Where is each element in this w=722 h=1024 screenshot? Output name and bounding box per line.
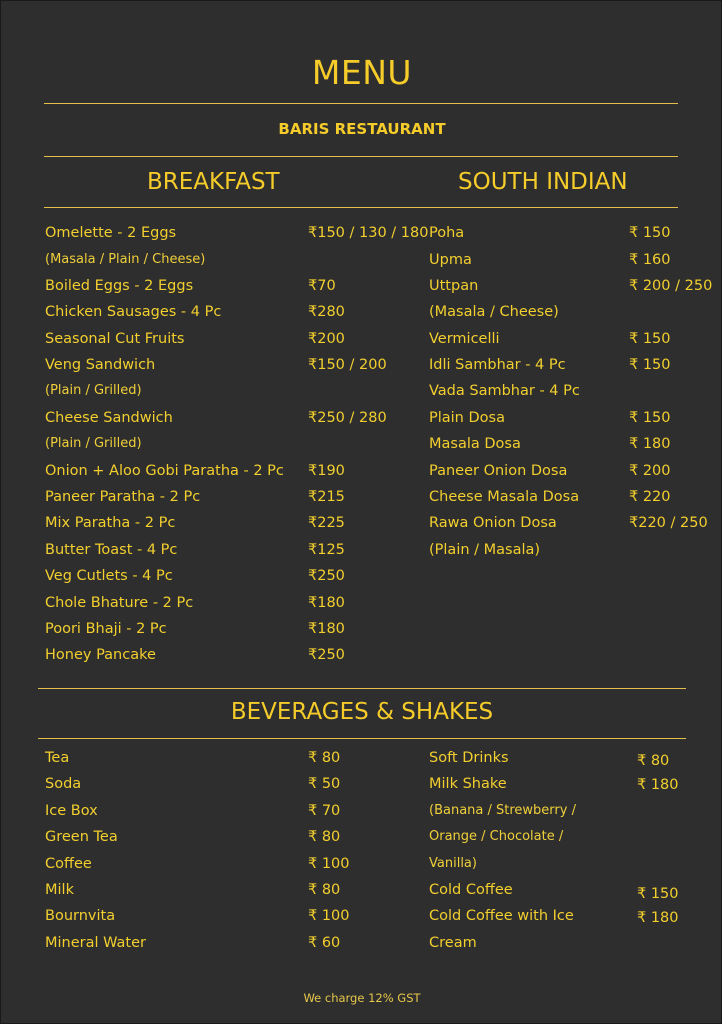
menu-item-price: ₹ 80	[308, 750, 341, 766]
menu-item-price: ₹70	[308, 278, 336, 294]
menu-item-price: ₹150 / 130 / 180	[308, 225, 429, 241]
divider	[44, 156, 678, 157]
menu-item-price: ₹ 160	[629, 252, 671, 268]
menu-item-price: ₹ 50	[308, 776, 341, 792]
menu-item-name: Chicken Sausages - 4 Pc	[45, 304, 222, 320]
menu-item-name: Coffee	[45, 856, 92, 872]
menu-item-name: Green Tea	[45, 829, 118, 845]
menu-item-name: Seasonal Cut Fruits	[45, 331, 185, 347]
menu-item-price: ₹ 200 / 250	[629, 278, 713, 294]
menu-item-name: (Plain / Masala)	[429, 542, 541, 558]
menu-item-name: Poha	[429, 225, 465, 241]
menu-item-name: Soda	[45, 776, 82, 792]
menu-item-price: ₹ 80	[308, 882, 341, 898]
menu-item-price: ₹ 180	[637, 777, 679, 793]
menu-item-note: Vanilla)	[429, 856, 477, 871]
menu-item-price: ₹190	[308, 463, 345, 479]
menu-item-price: ₹225	[308, 515, 345, 531]
menu-item-name: Upma	[429, 252, 472, 268]
menu-item-price: ₹ 80	[308, 829, 341, 845]
menu-item-name: Chole Bhature - 2 Pc	[45, 595, 194, 611]
menu-item-name: Paneer Paratha - 2 Pc	[45, 489, 201, 505]
section-title-south-indian: SOUTH INDIAN	[458, 169, 628, 195]
menu-item-price: ₹ 150	[629, 357, 671, 373]
menu-item-price: ₹280	[308, 304, 345, 320]
menu-item-price: ₹ 100	[308, 908, 350, 924]
divider	[38, 738, 686, 739]
menu-item-name: Veng Sandwich	[45, 357, 156, 373]
menu-item-note: (Banana / Strewberry /	[429, 803, 576, 818]
menu-item-name: Milk	[45, 882, 74, 898]
menu-item-price: ₹220 / 250	[629, 515, 708, 531]
menu-item-note: (Masala / Plain / Cheese)	[45, 252, 206, 267]
divider	[38, 688, 686, 689]
menu-item-name: Cold Coffee	[429, 882, 513, 898]
restaurant-name: BARIS RESTAURANT	[278, 120, 446, 138]
menu-item-name: Rawa Onion Dosa	[429, 515, 557, 531]
divider	[44, 207, 678, 208]
menu-item-name: Vermicelli	[429, 331, 500, 347]
menu-item-price: ₹ 150	[629, 331, 671, 347]
menu-item-note: (Masala / Cheese)	[429, 304, 559, 320]
menu-item-name: Cheese Sandwich	[45, 410, 173, 426]
menu-item-name: Cheese Masala Dosa	[429, 489, 580, 505]
menu-item-note: (Plain / Grilled)	[45, 383, 142, 398]
menu-item-name: Tea	[45, 750, 70, 766]
menu-item-name: Idli Sambhar - 4 Pc	[429, 357, 566, 373]
menu-item-price: ₹250 / 280	[308, 410, 387, 426]
menu-item-price: ₹215	[308, 489, 345, 505]
menu-item-name: Omelette - 2 Eggs	[45, 225, 177, 241]
section-title-breakfast: BREAKFAST	[147, 169, 280, 195]
menu-item-price: ₹ 70	[308, 803, 341, 819]
menu-item-note: Orange / Chocolate /	[429, 829, 564, 844]
menu-item-name: Butter Toast - 4 Pc	[45, 542, 178, 558]
menu-item-name: Uttpan	[429, 278, 479, 294]
menu-item-name: Masala Dosa	[429, 436, 521, 452]
menu-item-price: ₹ 150	[637, 886, 679, 902]
menu-item-name: Cream	[429, 935, 477, 951]
divider	[44, 103, 678, 104]
menu-item-price: ₹150 / 200	[308, 357, 387, 373]
menu-item-name: Plain Dosa	[429, 410, 505, 426]
menu-item-name: Milk Shake	[429, 776, 507, 792]
menu-item-price: ₹ 180	[629, 436, 671, 452]
menu-item-price: ₹180	[308, 595, 345, 611]
menu-item-price: ₹250	[308, 647, 345, 663]
menu-item-name: Paneer Onion Dosa	[429, 463, 568, 479]
menu-item-price: ₹ 80	[637, 753, 670, 769]
menu-item-name: Vada Sambhar - 4 Pc	[429, 383, 580, 399]
menu-item-name: Honey Pancake	[45, 647, 156, 663]
menu-item-price: ₹200	[308, 331, 345, 347]
menu-item-note: (Plain / Grilled)	[45, 436, 142, 451]
menu-item-name: Onion + Aloo Gobi Paratha - 2 Pc	[45, 463, 284, 479]
section-title-beverages: BEVERAGES & SHAKES	[230, 699, 494, 725]
menu-item-name: Ice Box	[45, 803, 98, 819]
menu-item-price: ₹180	[308, 621, 345, 637]
gst-note: We charge 12% GST	[303, 991, 421, 1005]
menu-item-price: ₹ 180	[637, 910, 679, 926]
menu-title: MENU	[311, 53, 413, 92]
menu-item-name: Veg Cutlets - 4 Pc	[45, 568, 173, 584]
menu-item-price: ₹ 220	[629, 489, 671, 505]
menu-item-name: Boiled Eggs - 2 Eggs	[45, 278, 194, 294]
menu-item-name: Poori Bhaji - 2 Pc	[45, 621, 167, 637]
menu-item-name: Mineral Water	[45, 935, 146, 951]
menu-item-price: ₹ 150	[629, 410, 671, 426]
menu-item-price: ₹125	[308, 542, 345, 558]
menu-item-price: ₹ 150	[629, 225, 671, 241]
menu-item-name: Cold Coffee with Ice	[429, 908, 574, 924]
menu-item-name: Soft Drinks	[429, 750, 509, 766]
menu-item-name: Mix Paratha - 2 Pc	[45, 515, 176, 531]
menu-item-name: Bournvita	[45, 908, 116, 924]
menu-item-price: ₹ 60	[308, 935, 341, 951]
menu-item-price: ₹ 200	[629, 463, 671, 479]
menu-item-price: ₹250	[308, 568, 345, 584]
menu-item-price: ₹ 100	[308, 856, 350, 872]
